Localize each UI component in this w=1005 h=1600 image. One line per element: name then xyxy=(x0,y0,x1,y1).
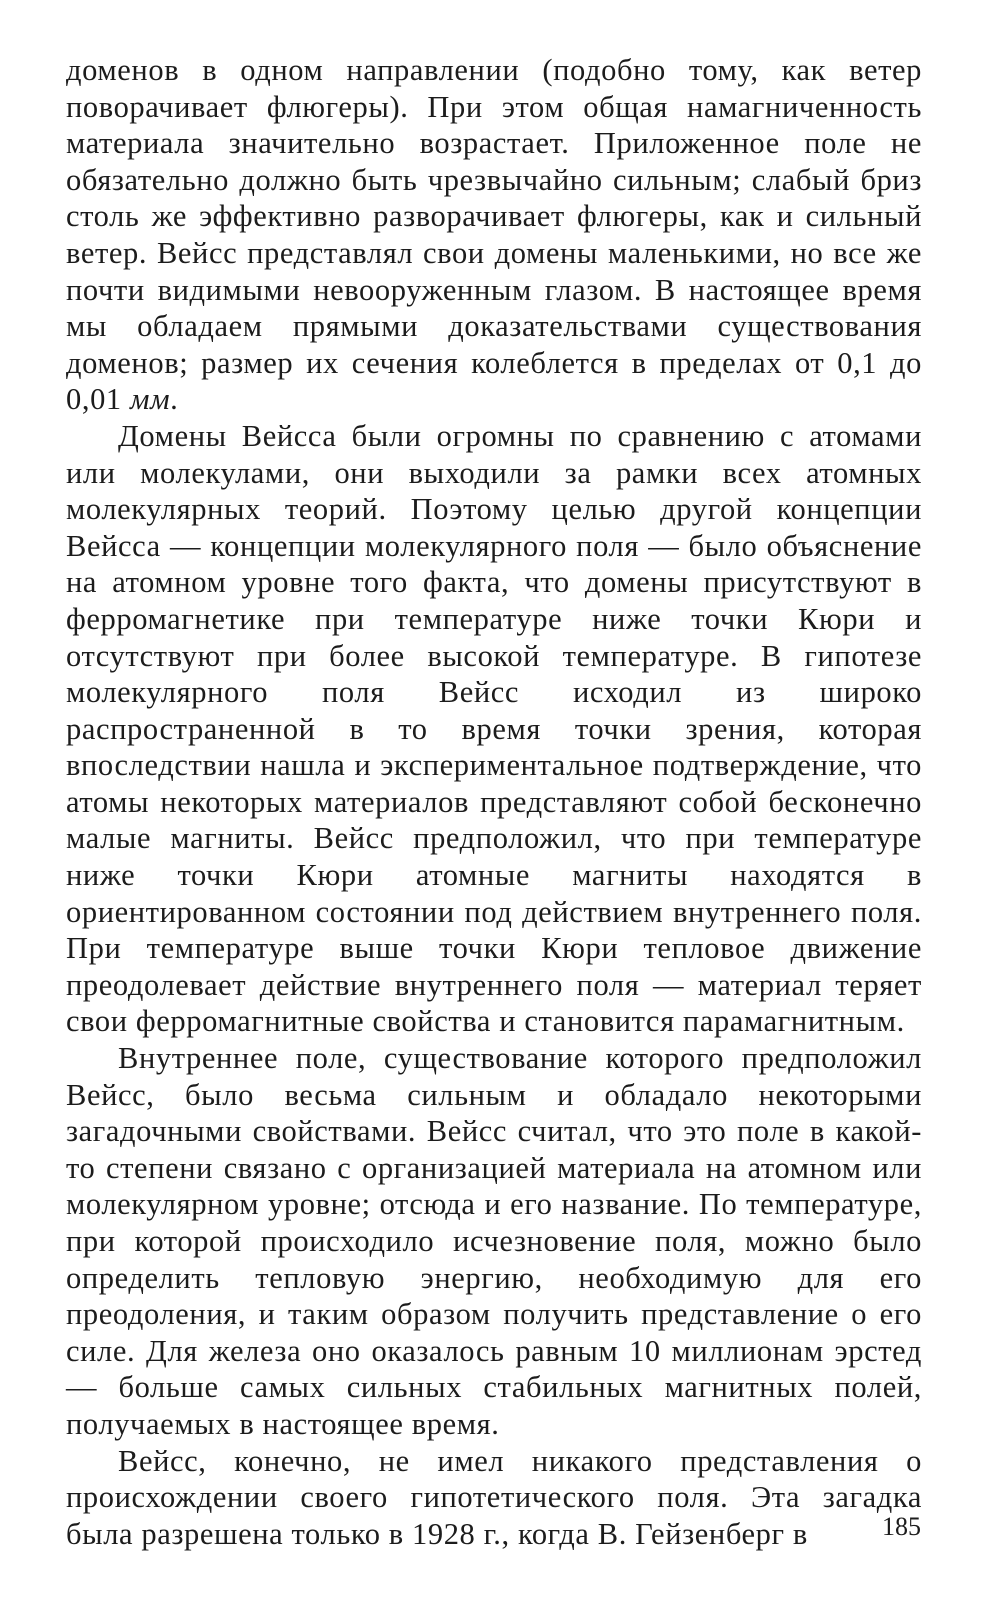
paragraph-4 xyxy=(66,1443,922,1553)
paragraph-1-tail: . xyxy=(170,382,179,417)
paragraph-4-text: Вейсс, конечно, не имел никакого представления о происхождении своего гипотетического поля. Эта загадка была разрешена только в 1928 г., когда В. Гейзенберг в xyxy=(66,1443,922,1551)
paragraph-3-text: Внутреннее поле, существование которого предположил Вейсс, было весьма сильным и обладало некоторыми загадочными свойствами. Вейсс считал, что это поле в какой-то степени связано с организацией материала на атомном или молекулярном уровне; отсюда и его название. По температуре, при которой происходило исчезновение поля, можно было определить тепловую энергию, необходимую для его преодоления, и таким образом получить представление о его силе. Для железа оно оказалось равным 10 миллионам эрстед — больше самых сильных стабильных магнитных полей, получаемых в настоящее время. xyxy=(66,1041,922,1441)
paragraph-3 xyxy=(66,1040,922,1443)
page-number: 185 xyxy=(882,1512,921,1541)
text-column xyxy=(66,52,922,1552)
paragraph-1 xyxy=(66,52,922,418)
unit-mm: мм xyxy=(130,382,171,417)
paragraph-2-text: Домены Вейсса были огромны по сравнению с атомами или молекулами, они выходили за рамки всех атомных молекулярных теорий. Поэтому целью другой концепции Вейсса — концепции молекулярного поля — было объяснение на атомном уровне того факта, что домены присутствуют в ферромагнетике при температуре ниже точки Кюри и отсутствуют при более высокой температуре. В гипотезе молекулярного поля Вейсс исходил из широко распространенной в то время точки зрения, которая впоследствии нашла и экспериментальное подтверждение, что атомы некоторых материалов представляют собой бесконечно малые магниты. Вейсс предположил, что при температуре ниже точки Кюри атомные магниты находятся в ориентированном состоянии под действием внутреннего поля. При температуре выше точки Кюри тепловое движение преодолевает действие внутреннего поля — материал теряет свои ферромагнитные свойства и становится парамагнитным. xyxy=(66,418,922,1039)
paragraph-1-text: доменов в одном направлении (подобно тому, как ветер поворачивает флюгеры). При этом общая намагниченность материала значительно возрастает. Приложенное поле не обязательно должно быть чрезвычайно сильным; слабый бриз столь же эффективно разворачивает флюгеры, как и сильный ветер. Вейсс представлял свои домены маленькими, но все же почти видимыми невооруженным глазом. В настоящее время мы обладаем прямыми доказательствами существования доменов; размер их сечения колеблется в пределах от 0,1 до 0,01 xyxy=(66,53,922,417)
paragraph-2 xyxy=(66,418,922,1040)
